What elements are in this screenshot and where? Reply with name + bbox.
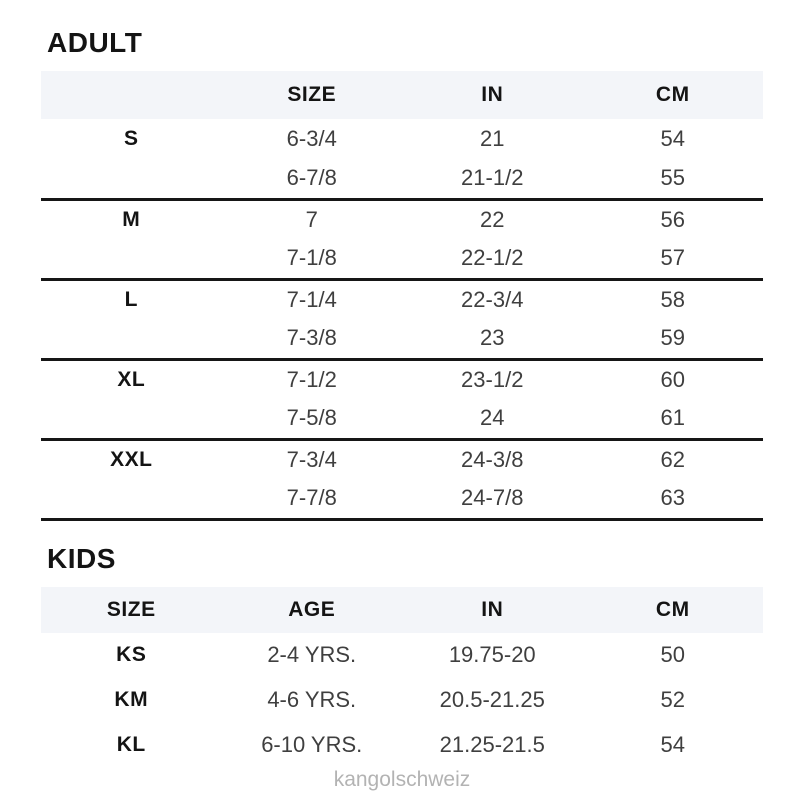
in-value-cell: 19.75-20 [448, 642, 536, 667]
adult-header-in: IN [481, 83, 504, 106]
in-value-cell: 23 [402, 319, 583, 359]
size-value-cell: 7-1/8 [222, 239, 403, 279]
size-label-cell: KL [116, 733, 146, 756]
size-value-cell: 7-3/4 [286, 446, 337, 472]
size-label-cell: S [123, 127, 139, 150]
size-label-cell [41, 319, 222, 359]
size-label-cell: XL [117, 367, 146, 391]
size-label-cell [41, 479, 222, 519]
size-label-cell: L [124, 287, 138, 311]
adult-header-size: SIZE [287, 83, 337, 106]
table-row [41, 199, 763, 239]
table-row [41, 239, 763, 279]
size-label-cell [41, 159, 222, 199]
kids-table-header-row [41, 587, 763, 633]
size-label-cell [41, 399, 222, 439]
cm-value-cell: 54 [660, 126, 685, 151]
cm-value-cell: 50 [660, 642, 685, 667]
size-label-cell: KS [116, 643, 147, 666]
adult-header-cm: CM [655, 83, 690, 106]
table-row [41, 359, 763, 399]
size-value-cell: 7-7/8 [222, 479, 403, 519]
kids-header-age: AGE [288, 597, 336, 621]
cm-value-cell: 62 [660, 446, 685, 472]
table-row [41, 723, 763, 768]
size-value-cell: 6-7/8 [222, 159, 403, 199]
in-value-cell: 21 [480, 126, 505, 151]
table-row [41, 119, 763, 159]
table-row [41, 279, 763, 319]
table-row [41, 159, 763, 199]
size-value-cell: 7-1/4 [286, 286, 337, 312]
kids-header-size: SIZE [106, 597, 156, 621]
size-label-cell: KM [114, 688, 149, 711]
table-row [41, 479, 763, 519]
size-chart-content [41, 0, 763, 792]
cm-value-cell: 59 [583, 319, 764, 359]
table-row [41, 678, 763, 723]
cm-value-cell: 60 [660, 366, 685, 392]
adult-section-title: ADULT [47, 27, 143, 58]
in-value-cell: 21-1/2 [402, 159, 583, 199]
cm-value-cell: 55 [583, 159, 764, 199]
table-row [41, 633, 763, 678]
kids-header-in: IN [481, 597, 504, 621]
table-row [41, 399, 763, 439]
in-value-cell: 24-3/8 [461, 446, 524, 472]
in-value-cell: 24 [402, 399, 583, 439]
in-value-cell: 21.25-21.5 [439, 732, 545, 757]
cm-value-cell: 58 [660, 286, 685, 312]
table-row [41, 319, 763, 359]
adult-header-empty [41, 71, 222, 119]
size-value-cell: 7-1/2 [286, 366, 337, 392]
in-value-cell: 22-3/4 [461, 286, 524, 312]
in-value-cell: 23-1/2 [461, 366, 524, 392]
size-label-cell [41, 239, 222, 279]
kids-header-cm: CM [655, 597, 690, 621]
in-value-cell: 24-7/8 [402, 479, 583, 519]
age-value-cell: 6-10 YRS. [261, 732, 363, 757]
cm-value-cell: 56 [660, 206, 685, 232]
in-value-cell: 22-1/2 [402, 239, 583, 279]
size-value-cell: 7-5/8 [222, 399, 403, 439]
adult-table-header-row [41, 71, 763, 119]
cm-value-cell: 57 [583, 239, 764, 279]
size-value-cell: 7-3/8 [222, 319, 403, 359]
kids-size-table [41, 587, 763, 768]
size-label-cell: XXL [110, 447, 153, 471]
kids-section-title: KIDS [47, 542, 116, 574]
age-value-cell: 2-4 YRS. [267, 642, 357, 667]
size-label-cell: M [122, 207, 141, 231]
cm-value-cell: 63 [583, 479, 764, 519]
in-value-cell: 20.5-21.25 [439, 687, 545, 712]
size-value-cell: 7 [305, 206, 318, 232]
in-value-cell: 22 [480, 206, 505, 232]
size-value-cell: 6-3/4 [286, 126, 337, 151]
age-value-cell: 4-6 YRS. [267, 687, 357, 712]
table-row [41, 439, 763, 479]
watermark-text: kangolschweiz [333, 767, 471, 791]
cm-value-cell: 61 [583, 399, 764, 439]
cm-value-cell: 54 [660, 732, 685, 757]
cm-value-cell: 52 [660, 687, 685, 712]
adult-size-table [41, 71, 763, 521]
